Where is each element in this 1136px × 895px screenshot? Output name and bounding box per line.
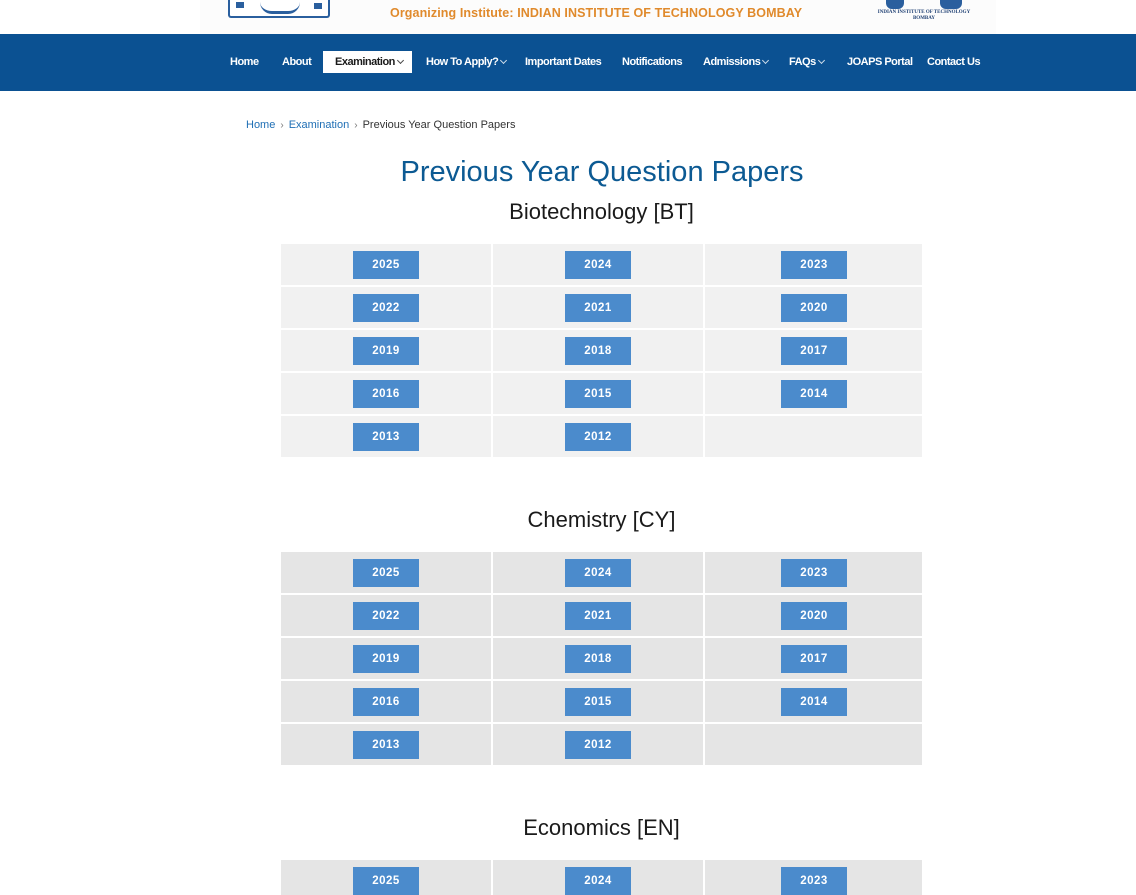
breadcrumb	[246, 119, 515, 131]
year-cell	[281, 244, 491, 285]
year-button-2020[interactable]: 2020	[781, 602, 847, 630]
year-button-2019[interactable]: 2019	[353, 645, 419, 673]
table-row	[281, 638, 922, 679]
year-cell	[493, 595, 703, 636]
nav-important-dates-label: Important Dates	[525, 56, 602, 68]
nav-contact-us[interactable]	[927, 51, 980, 73]
year-button-2023[interactable]: 2023	[781, 867, 847, 895]
year-button-2014[interactable]: 2014	[781, 688, 847, 716]
year-cell	[705, 595, 922, 636]
nav-notifications[interactable]	[622, 51, 682, 73]
year-button-2025[interactable]: 2025	[353, 867, 419, 895]
year-cell	[281, 724, 491, 765]
year-button-2018[interactable]: 2018	[565, 645, 631, 673]
year-cell	[281, 595, 491, 636]
emblem-right-icon	[940, 0, 962, 9]
year-button-2015[interactable]: 2015	[565, 380, 631, 408]
year-button-2021[interactable]: 2021	[565, 602, 631, 630]
nav-how-to-apply[interactable]	[426, 51, 506, 73]
year-button-2025[interactable]: 2025	[353, 251, 419, 279]
chevron-down-icon	[818, 57, 825, 64]
nav-admissions[interactable]	[703, 51, 768, 73]
year-button-2017[interactable]: 2017	[781, 337, 847, 365]
year-cell	[493, 373, 703, 414]
year-button-2020[interactable]: 2020	[781, 294, 847, 322]
table-row	[281, 552, 922, 593]
logo-caption: INDIAN INSTITUTE OF TECHNOLOGY BOMBAY	[877, 10, 971, 21]
nav-admissions-label: Admissions	[703, 56, 761, 68]
breadcrumb-separator: ›	[354, 120, 358, 131]
year-button-2016[interactable]: 2016	[353, 380, 419, 408]
year-button-2018[interactable]: 2018	[565, 337, 631, 365]
year-button-2024[interactable]: 2024	[565, 559, 631, 587]
nav-faqs-label: FAQs	[789, 56, 816, 68]
nav-examination[interactable]	[323, 51, 412, 73]
breadcrumb-examination[interactable]: Examination	[288, 119, 350, 131]
year-button-2017[interactable]: 2017	[781, 645, 847, 673]
year-cell	[705, 373, 922, 414]
nav-about[interactable]	[282, 51, 311, 73]
table-row	[281, 595, 922, 636]
nav-joaps-portal-label: JOAPS Portal	[847, 56, 913, 68]
year-button-2024[interactable]: 2024	[565, 251, 631, 279]
year-cell	[493, 552, 703, 593]
organizing-institute-text: Organizing Institute: INDIAN INSTITUTE OF TECHNOLOGY BOMBAY	[390, 6, 803, 20]
logo-mark-right	[314, 3, 322, 9]
subject-title-economics: Economics [EN]	[523, 815, 680, 840]
subject-title-chemistry: Chemistry [CY]	[527, 507, 676, 532]
year-button-2022[interactable]: 2022	[353, 294, 419, 322]
year-button-2012[interactable]: 2012	[565, 423, 631, 451]
nav-contact-us-label: Contact Us	[927, 56, 981, 68]
year-cell	[281, 287, 491, 328]
logo-mark-left	[236, 2, 244, 8]
table-row	[281, 681, 922, 722]
chevron-down-icon	[762, 57, 769, 64]
top-banner	[0, 0, 1136, 34]
breadcrumb-home[interactable]: Home	[246, 119, 276, 131]
subject-title-biotechnology: Biotechnology [BT]	[509, 199, 694, 224]
breadcrumb-current: Previous Year Question Papers	[362, 119, 516, 131]
year-cell	[493, 330, 703, 371]
page-title: Previous Year Question Papers	[400, 156, 804, 188]
year-cell	[705, 330, 922, 371]
table-row	[281, 287, 922, 328]
table-row	[281, 416, 922, 457]
year-button-2012[interactable]: 2012	[565, 731, 631, 759]
year-button-2021[interactable]: 2021	[565, 294, 631, 322]
year-cell	[705, 416, 922, 457]
iit-bombay-logo	[872, 0, 976, 22]
year-cell	[705, 638, 922, 679]
nav-faqs[interactable]	[789, 51, 824, 73]
year-cell	[493, 860, 703, 895]
year-cell	[705, 552, 922, 593]
nav-about-label: About	[282, 56, 312, 68]
nav-home[interactable]	[230, 51, 259, 73]
year-cell	[493, 287, 703, 328]
year-button-2025[interactable]: 2025	[353, 559, 419, 587]
year-cell	[493, 244, 703, 285]
year-cell	[493, 681, 703, 722]
book-icon	[260, 2, 300, 14]
year-cell	[281, 373, 491, 414]
year-cell	[493, 416, 703, 457]
year-cell	[281, 416, 491, 457]
nav-important-dates[interactable]	[525, 51, 601, 73]
nav-notifications-label: Notifications	[622, 56, 683, 68]
nav-joaps-portal[interactable]	[847, 51, 913, 73]
table-row	[281, 244, 922, 285]
year-cell	[705, 287, 922, 328]
emblem-left-icon	[886, 0, 904, 9]
year-cell	[281, 638, 491, 679]
year-button-2023[interactable]: 2023	[781, 559, 847, 587]
table-row	[281, 724, 922, 765]
year-button-2013[interactable]: 2013	[353, 423, 419, 451]
year-cell	[705, 681, 922, 722]
gate-logo[interactable]	[228, 0, 330, 18]
table-row	[281, 373, 922, 414]
year-button-2024[interactable]: 2024	[565, 867, 631, 895]
table-row	[281, 860, 922, 895]
year-button-2015[interactable]: 2015	[565, 688, 631, 716]
year-button-2016[interactable]: 2016	[353, 688, 419, 716]
nav-how-to-apply-label: How To Apply?	[426, 56, 499, 68]
year-button-2023[interactable]: 2023	[781, 251, 847, 279]
year-cell	[493, 724, 703, 765]
nav-examination-label: Examination	[335, 56, 395, 68]
table-row	[281, 330, 922, 371]
chevron-down-icon	[397, 57, 404, 64]
year-button-2013[interactable]: 2013	[353, 731, 419, 759]
year-cell	[281, 860, 491, 895]
year-cell	[281, 681, 491, 722]
year-button-2022[interactable]: 2022	[353, 602, 419, 630]
breadcrumb-separator: ›	[280, 120, 284, 131]
chevron-down-icon	[500, 57, 507, 64]
year-button-2014[interactable]: 2014	[781, 380, 847, 408]
year-cell	[493, 638, 703, 679]
year-cell	[281, 552, 491, 593]
year-cell	[705, 860, 922, 895]
main-navbar	[0, 34, 1136, 91]
year-cell	[705, 244, 922, 285]
nav-home-label: Home	[230, 56, 259, 68]
year-cell	[281, 330, 491, 371]
year-button-2019[interactable]: 2019	[353, 337, 419, 365]
year-cell	[705, 724, 922, 765]
